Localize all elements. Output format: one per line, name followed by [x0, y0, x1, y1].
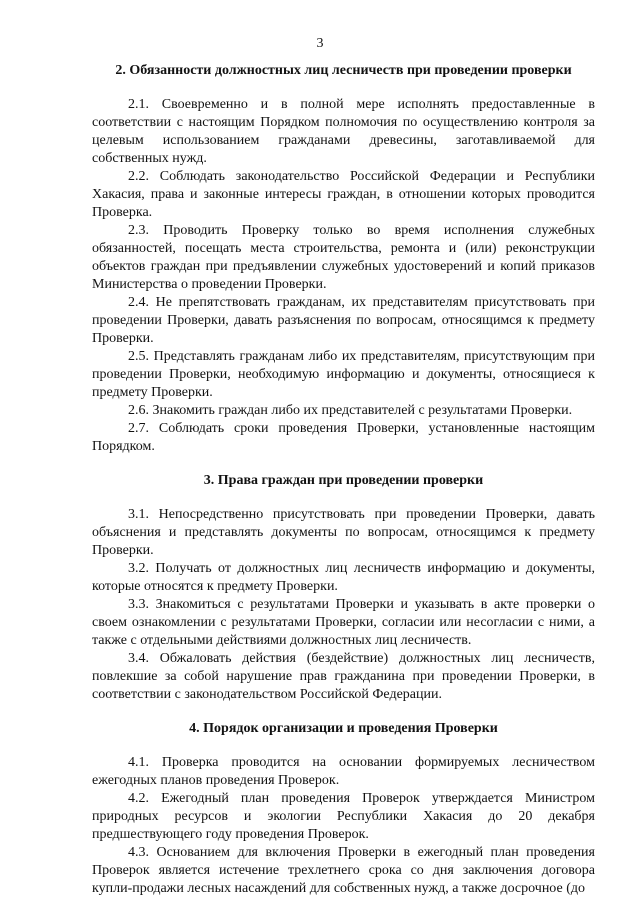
paragraph-2-2: 2.2. Соблюдать законодательство Российской Федерации и Республики Хакасия, права и законные интересы граждан, в отношении которых проводится Проверка. [92, 169, 595, 220]
section-heading-2: 2. Обязанности должностных лиц лесничеств при проведении проверки [115, 63, 572, 78]
paragraph-4-1: 4.1. Проверка проводится на основании формируемых лесничеством ежегодных планов проведения Проверок. [92, 755, 595, 788]
paragraph-2-7: 2.7. Соблюдать сроки проведения Проверки, установленные настоящим Порядком. [92, 421, 595, 454]
paragraph-2-1: 2.1. Своевременно и в полной мере исполнять предоставленные в соответствии с настоящим Порядком полномочия по осуществлению контроля за целевым использованием гражданами древесины, заготавливаемой для собственных нужд. [92, 97, 595, 166]
paragraph-3-4: 3.4. Обжаловать действия (бездействие) должностных лиц лесничеств, повлекшие за собой нарушение прав гражданина при проведении Проверки, в соответствии с законодательством Российской Федерации. [92, 651, 595, 702]
page-number: 3 [316, 36, 324, 51]
paragraph-2-4: 2.4. Не препятствовать гражданам, их представителям присутствовать при проведении Проверки, давать разъяснения по вопросам, относящимся к предмету Проверки. [92, 295, 595, 346]
section-heading-3: 3. Права граждан при проведении проверки [203, 473, 484, 488]
paragraph-4-2: 4.2. Ежегодный план проведения Проверок утверждается Министром природных ресурсов и экологии Республики Хакасия до 20 декабря предшествующего году проведения Проверок. [92, 791, 595, 842]
paragraph-4-3: 4.3. Основанием для включения Проверки в ежегодный план проведения Проверок является истечение трехлетнего срока со дня заключения договора купли-продажи лесных насаждений для собственных нужд, а также досрочное (до [92, 845, 595, 896]
document-body [92, 62, 595, 898]
paragraph-2-3: 2.3. Проводить Проверку только во время исполнения служебных обязанностей, посещать места строительства, ремонта и (или) реконструкции объектов граждан при предъявлении служебных удостоверений и копий приказов Министерства о проведении Проверки. [92, 223, 595, 292]
paragraph-3-3: 3.3. Знакомиться с результатами Проверки и указывать в акте проверки о своем ознакомлении с результатами Проверки, согласии или несогласии с ними, а также с отдельными действиями должностных лиц лесничеств. [92, 597, 595, 648]
section-heading-4: 4. Порядок организации и проведения Проверки [189, 721, 498, 736]
paragraph-3-1: 3.1. Непосредственно присутствовать при проведении Проверки, давать объяснения и представлять документы по вопросам, относящимся к предмету Проверки. [92, 507, 595, 558]
paragraph-3-2: 3.2. Получать от должностных лиц лесничеств информацию и документы, которые относятся к предмету Проверки. [92, 561, 595, 594]
paragraph-2-5: 2.5. Представлять гражданам либо их представителям, присутствующим при проведении Проверки, необходимую информацию и документы, относящиеся к предмету Проверки. [92, 349, 595, 400]
paragraph-2-6: 2.6. Знакомить граждан либо их представителей с результатами Проверки. [128, 403, 573, 418]
